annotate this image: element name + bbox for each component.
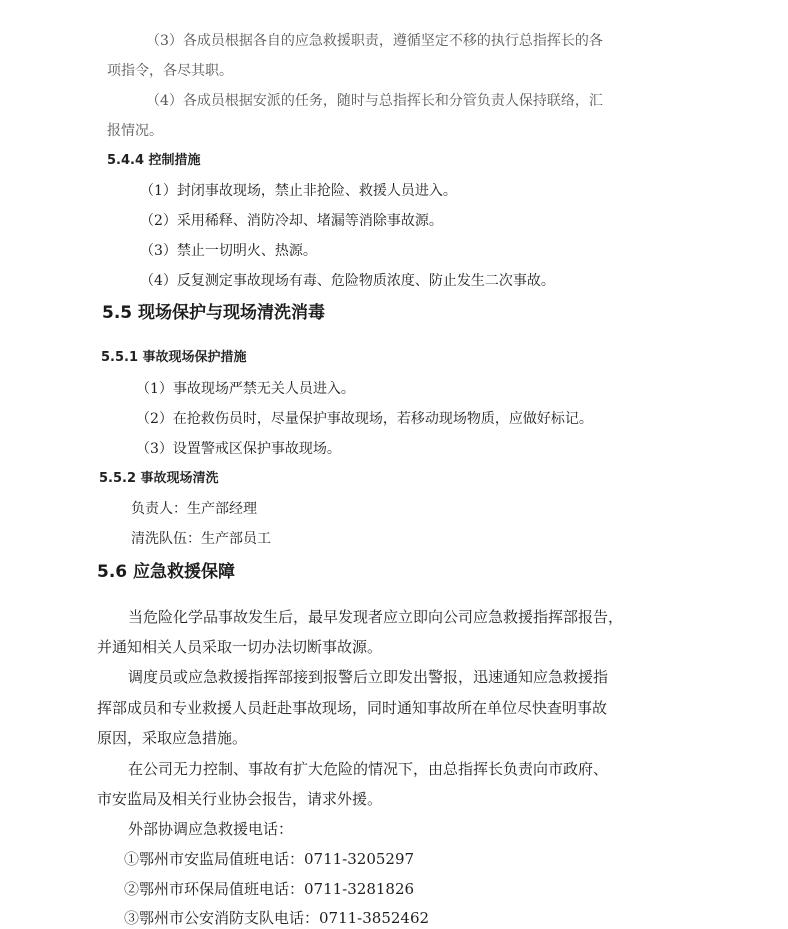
list-item: （3）禁止一切明火、热源。 xyxy=(140,243,317,259)
paragraph-line: 市安监局及相关行业协会报告，请求外援。 xyxy=(97,790,383,808)
list-item: （2）在抢救伤员时，尽量保护事故现场，若移动现场物质，应做好标记。 xyxy=(136,411,593,427)
paragraph-line: 挥部成员和专业救援人员赶赴事故现场，同时通知事故所在单位尽快查明事故 xyxy=(97,699,608,717)
phone-entry: ②鄂州市环保局值班电话：0711-3281826 xyxy=(124,880,415,898)
paragraph-line: （4）各成员根据安派的任务，随时与总指挥长和分管负责人保持联络，汇 xyxy=(146,93,603,109)
paragraph-line: 调度员或应急救援指挥部接到报警后立即发出警报，迅速通知应急救援指 xyxy=(128,668,609,686)
phone-entry: ①鄂州市安监局值班电话：0711-3205297 xyxy=(124,850,415,868)
section-heading: 5.5 现场保护与现场清洗消毒 xyxy=(102,303,326,323)
paragraph-line: 并通知相关人员采取一切办法切断事故源。 xyxy=(97,638,383,656)
section-heading: 5.6 应急救援保障 xyxy=(97,562,236,582)
subsection-heading: 5.5.2 事故现场清洗 xyxy=(99,471,219,486)
paragraph-line: 在公司无力控制、事故有扩大危险的情况下，由总指挥长负责向市政府、 xyxy=(128,760,609,778)
list-item: （1）事故现场严禁无关人员进入。 xyxy=(136,381,355,397)
subsection-heading: 5.4.4 控制措施 xyxy=(107,153,201,168)
paragraph-line: 外部协调应急救援电话： xyxy=(128,820,294,838)
paragraph-line: 项指令，各尽其职。 xyxy=(107,63,233,79)
list-item: （1）封闭事故现场，禁止非抢险、救援人员进入。 xyxy=(140,183,457,199)
paragraph-line: 当危险化学品事故发生后，最早发现者应立即向公司应急救援指挥部报告， xyxy=(128,608,624,626)
paragraph-line: 清洗队伍：生产部员工 xyxy=(131,531,271,547)
paragraph-line: （3）各成员根据各自的应急救援职责，遵循坚定不移的执行总指挥长的各 xyxy=(146,33,603,49)
phone-entry: ③鄂州市公安消防支队电话：0711-3852462 xyxy=(124,909,430,927)
paragraph-line: 报情况。 xyxy=(107,123,163,139)
list-item: （3）设置警戒区保护事故现场。 xyxy=(136,441,341,457)
list-item: （2）采用稀释、消防冷却、堵漏等消除事故源。 xyxy=(140,213,443,229)
subsection-heading: 5.5.1 事故现场保护措施 xyxy=(101,350,247,365)
paragraph-line: 原因，采取应急措施。 xyxy=(97,729,248,747)
paragraph-line: 负责人：生产部经理 xyxy=(131,501,257,517)
list-item: （4）反复测定事故现场有毒、危险物质浓度、防止发生二次事故。 xyxy=(140,273,555,289)
